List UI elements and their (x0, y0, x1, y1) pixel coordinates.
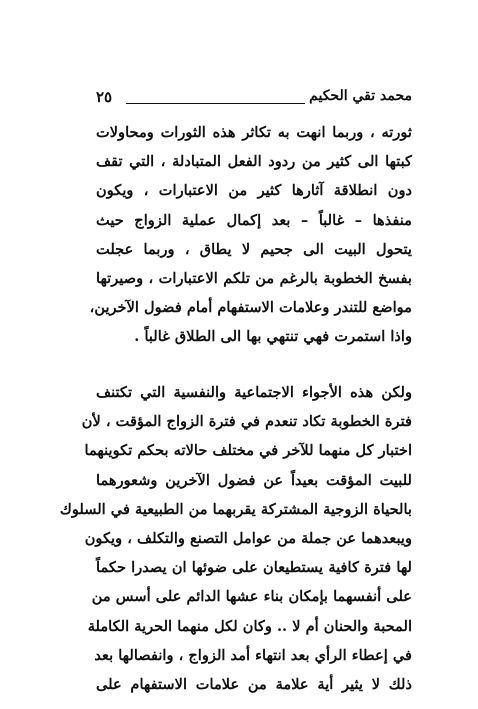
text-line: ثورته ، وربما انهت به تكاثر هذه الثورات ومحاولات (96, 124, 412, 141)
text-line: بفسخ الخطوبة بالرغم من تلكم الاعتبارات ، وصيرتها (96, 269, 412, 287)
text-line: لها فترة كافية يستطيعان على ضوئها ان يصدرا حكماً (96, 559, 412, 577)
text-line: دون انطلاقة آثارها كثير من الاعتبارات ، ويكون (96, 182, 412, 200)
text-line: بالحياة الزوجية المشتركة يقربهما من الطبيعية في السلوك (59, 500, 412, 518)
text-line: في إعطاء الرأي بعد انتهاء أمد الزواج ، وانفصالها بعد (94, 646, 412, 664)
text-line: اختبار كل منهما للآخر في مختلف حالاته بحكم تكوينهما (84, 442, 412, 460)
page-number: ٢٥ (96, 88, 116, 106)
paragraph-2 (59, 378, 412, 699)
text-line: فترة الخطوبة تكاد تنعدم في فترة الزواج المؤقت ، لأن (81, 413, 412, 431)
running-header (96, 88, 412, 110)
header-author: محمد تقي الحكيم (305, 88, 412, 104)
text-line: ويبعدهما عن جملة من عوامل التصنع والتكلف ، ويكون (84, 529, 412, 547)
text-line: كبتها الى كثير من ردود الفعل المتبادلة ، التي تقف (96, 153, 412, 171)
text-line: يتحول البيت الى جحيم لا يطاق ، وربما عجلت (96, 240, 412, 258)
paragraph-1 (89, 118, 412, 352)
text-line: مواضع للتندر وعلامات الاستفهام أمام فضول الآخرين، (89, 299, 412, 317)
text-line: ولكن هذه الأجواء الاجتماعية والنفسية التي تكتنف (96, 384, 412, 401)
text-line: ذلك لا يثير أية علامة من علامات الاستفهام على (96, 675, 412, 693)
text-line: واذا استمرت فهي تنتهي بها الى الطلاق غالباً . (134, 328, 412, 346)
text-line: للبيت المؤقت بعيداً عن فضول الآخرين وشعورهما (96, 471, 412, 489)
text-line: منفذها – غالباً – بعد إكمال عملية الزواج حيث (96, 211, 412, 229)
text-line: على أنفسهما بإمكان بناء عشها الدائم على أسس من (91, 588, 412, 606)
text-line: المحبة والحنان أم لا .. وكان لكل منهما الحرية الكاملة (87, 617, 412, 635)
